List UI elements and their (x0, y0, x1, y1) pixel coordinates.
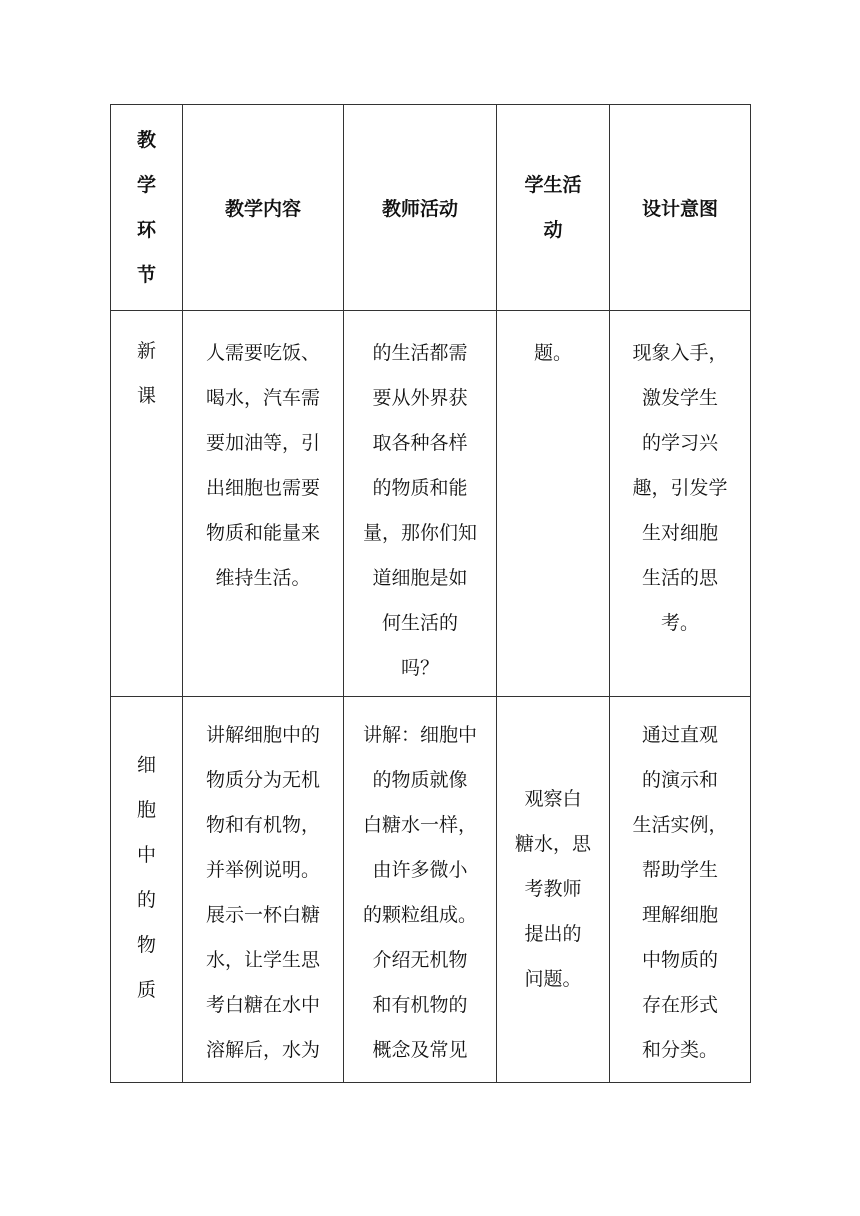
intent-cell (610, 697, 751, 1083)
header-teacher-label: 教师活动 (381, 198, 458, 220)
intent-cell (610, 311, 751, 697)
student-text: 观察白 糖水，思 考教师 提出的 问题。 (514, 788, 591, 990)
header-teacher (344, 105, 497, 311)
teacher-cell (344, 311, 497, 697)
header-content (183, 105, 344, 311)
teacher-text: 的生活都需 要从外界获 取各种各样 的物质和能 量，那你们知 道细胞是如 何生活的 吗？ (362, 342, 477, 679)
stage-text: 细 胞 中 的 物 质 (136, 754, 156, 1001)
header-stage (111, 105, 183, 311)
intent-text: 现象入手， 激发学生 的学习兴 趣，引发学 生对细胞 生活的思 考。 (632, 342, 728, 634)
student-text: 题。 (533, 342, 572, 364)
content-text: 讲解细胞中的 物质分为无机 物和有机物， 并举例说明。 展示一杯白糖 水，让学生思 考白糖在水中 溶解后，水为 (205, 724, 320, 1061)
stage-cell (111, 311, 183, 697)
header-content-label: 教学内容 (224, 198, 301, 220)
teacher-cell (344, 697, 497, 1083)
intent-text: 通过直观 的演示和 生活实例， 帮助学生 理解细胞 中物质的 存在形式 和分类。 (632, 724, 728, 1061)
stage-cell (111, 697, 183, 1083)
table-row (111, 697, 751, 1083)
student-cell (497, 311, 610, 697)
lesson-plan-table (110, 104, 751, 1083)
header-stage-label: 教 学 环 节 (136, 128, 156, 286)
content-text: 人需要吃饭、 喝水，汽车需 要加油等，引 出细胞也需要 物质和能量来 维持生活。 (205, 342, 320, 589)
header-intent (610, 105, 751, 311)
teacher-text: 讲解：细胞中 的物质就像 白糖水一样， 由许多微小 的颗粒组成。 介绍无机物 和有机物的 概念及常见 (362, 724, 477, 1061)
stage-text: 新 课 (136, 340, 156, 407)
content-cell (183, 311, 344, 697)
header-intent-label: 设计意图 (641, 198, 718, 220)
header-student (497, 105, 610, 311)
student-cell (497, 697, 610, 1083)
header-row (111, 105, 751, 311)
content-cell (183, 697, 344, 1083)
table-row (111, 311, 751, 697)
header-student-label: 学生活 动 (524, 173, 582, 241)
